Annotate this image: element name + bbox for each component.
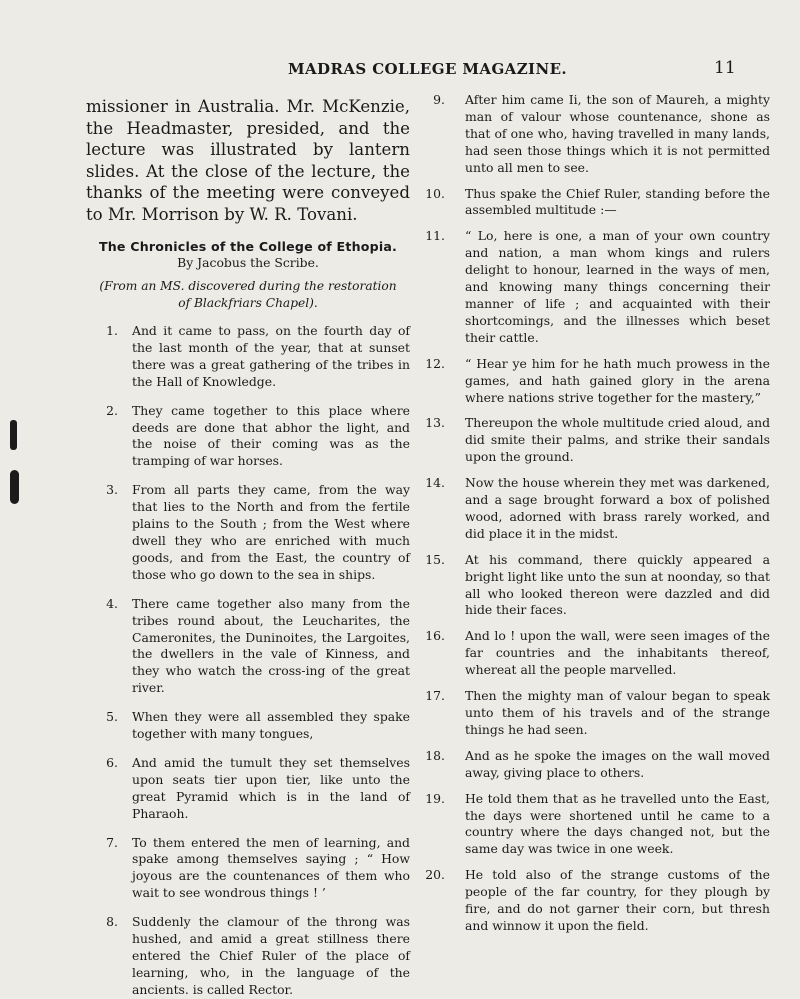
verse-spacer [420,782,770,791]
left-column [86,96,410,999]
verse-spacer [86,823,410,835]
verse-number: 10. [425,185,445,201]
binding-mark-lower [10,470,19,504]
article-source-note: (From an MS. discovered during the restoration of Blackfriars Chapel). [99,279,397,310]
verse-spacer [86,902,410,914]
verse-spacer [420,543,770,552]
verse-text: He told them that as he travelled unto the East, the days were shortened until he came to a country where the days changed not, but the same day was twice in one week. [465,790,770,857]
verse-spacer [420,406,770,415]
verse-number: 18. [425,747,445,763]
verse-spacer [420,739,770,748]
verse-spacer [420,347,770,356]
binding-mark-upper [10,420,17,450]
verse [86,755,410,823]
verse-spacer [86,391,410,403]
article-byline: By Jacobus the Scribe. [177,255,319,270]
verse [420,415,770,466]
verse-spacer [420,619,770,628]
verse-number: 1. [106,323,118,338]
verse-spacer [420,858,770,867]
verse [420,186,770,220]
verse [86,403,410,471]
verse [420,628,770,679]
verse-number: 6. [106,754,118,770]
intro-paragraph: missioner in Australia. Mr. McKenzie, the Headmaster, presided, and the lecture was illustrated by lantern slides. At the close of the lecture, the thanks of the meeting were conveyed to Mr. Morrison by W. R. Tovani. [86,97,410,224]
verse-number: 3. [106,482,118,498]
verse [420,791,770,859]
verse-spacer [86,697,410,709]
verse-text: There came together also many from the tribes round about, the Leucharites, the Cameronites, the Duninoites, the Largoites, the dwellers in the vale of Kinness, and they who watch the cross-ing of the great river. [132,595,410,696]
verse-text: And amid the tumult they set themselves upon seats tier upon tier, like unto the great Pyramid which is in the land of Pharaoh. [132,754,410,821]
verse-number: 7. [106,834,118,850]
verse-text: And lo ! upon the wall, were seen images of the far countries and the inhabitants thereof, whereat all the people marvelled. [465,628,770,678]
verse-text: When they were all assembled they spake together with many tongues, [132,709,410,742]
verse-text: “ Hear ye him for he hath much prowess in the games, and hath gained glory in the arena where nations strive together for the mastery,” [465,355,770,405]
article-title: The Chronicles of the College of Ethopia. [98,239,398,254]
verse-number: 4. [106,595,118,611]
verse [86,709,410,743]
verse-number: 19. [425,790,445,806]
verse-number: 20. [425,867,445,883]
verse [420,748,770,782]
verse-number: 16. [425,628,445,644]
verse-text: And as he spoke the images on the wall moved away, giving place to others. [465,747,770,780]
verse-text: Thus spake the Chief Ruler, standing before the assembled multitude :— [465,185,770,218]
verse-number: 13. [425,415,445,431]
verse [86,482,410,583]
verse-number: 14. [425,475,445,491]
page-number: 11 [714,58,736,78]
verse-number: 12. [425,355,445,371]
verse-number: 15. [425,551,445,567]
verse-spacer [420,466,770,475]
verse-number: 17. [425,688,445,704]
verse-spacer [420,219,770,228]
verse-spacer [420,679,770,688]
verse-list-right [420,92,770,935]
verse [420,356,770,407]
verse-spacer [86,743,410,755]
verse-spacer [420,177,770,186]
verse [420,228,770,346]
verse [86,323,410,391]
verse [420,867,770,935]
running-header: MADRAS COLLEGE MAGAZINE. [288,60,568,78]
verse [420,688,770,739]
right-column [420,92,770,935]
verse [86,914,410,999]
verse [420,552,770,620]
verse-text: Thereupon the whole multitude cried aloud, and did smite their palms, and strike their sandals upon the ground. [465,415,770,465]
verse-text: Suddenly the clamour of the throng was hushed, and amid a great stillness there entered the Chief Ruler of the place of learning, who, in the language of the ancients. is called Rector. [132,914,410,997]
verse-spacer [86,584,410,596]
verse-number: 5. [106,709,118,725]
verse [86,835,410,903]
verse-text: To them entered the men of learning, and spake among themselves saying ; “ How joyous are the countenances of them who wait to see wondrous things ! ’ [132,834,410,901]
verse [86,596,410,697]
verse-number: 2. [106,402,118,418]
verse-text: They came together to this place where deeds are done that abhor the light, and the noise of their coming was as the tramping of war horses. [132,402,410,469]
verse-text: From all parts they came, from the way that lies to the North and from the fertile plains to the South ; from the West where dwell they who are enriched with much goods, and from the East, the country of those who go down to the sea in ships. [132,482,410,582]
verse-number: 9. [433,92,445,107]
verse-text: And it came to pass, on the fourth day of the last month of the year, that at sunset there was a great gathering of the tribes in the Hall of Knowledge. [132,323,410,389]
verse-text: Now the house wherein they met was darkened, and a sage brought forward a box of polished wood, adorned with brass rarely worked, and did place it in the midst. [465,475,770,541]
verse-list-left [86,323,410,999]
verse-number: 8. [106,914,118,930]
verse [420,475,770,543]
verse-text: At his command, there quickly appeared a bright light like unto the sun at noonday, so that all who looked thereon were dazzled and did hide their faces. [465,551,770,618]
verse-text: After him came Ii, the son of Maureh, a mighty man of valour whose countenance, shone as that of one who, having travelled in many lands, had seen those things which it is not permitted unto all men to see. [465,92,770,175]
verse-number: 11. [425,228,445,244]
verse-text: “ Lo, here is one, a man of your own country and nation, a man whom kings and rulers delight to honour, learned in the ways of men, and knowing many things concerning their manner of life ; and acquainted with their shortcomings, and the illnesses which beset their cattle. [465,228,770,345]
verse-text: Then the mighty man of valour began to speak unto them of his travels and of the strange things he had seen. [465,688,770,737]
verse-spacer [86,470,410,482]
verse [420,92,770,177]
verse-text: He told also of the strange customs of the people of the far country, for they plough by fire, and do not garner their corn, but thresh and winnow it upon the field. [465,867,770,933]
